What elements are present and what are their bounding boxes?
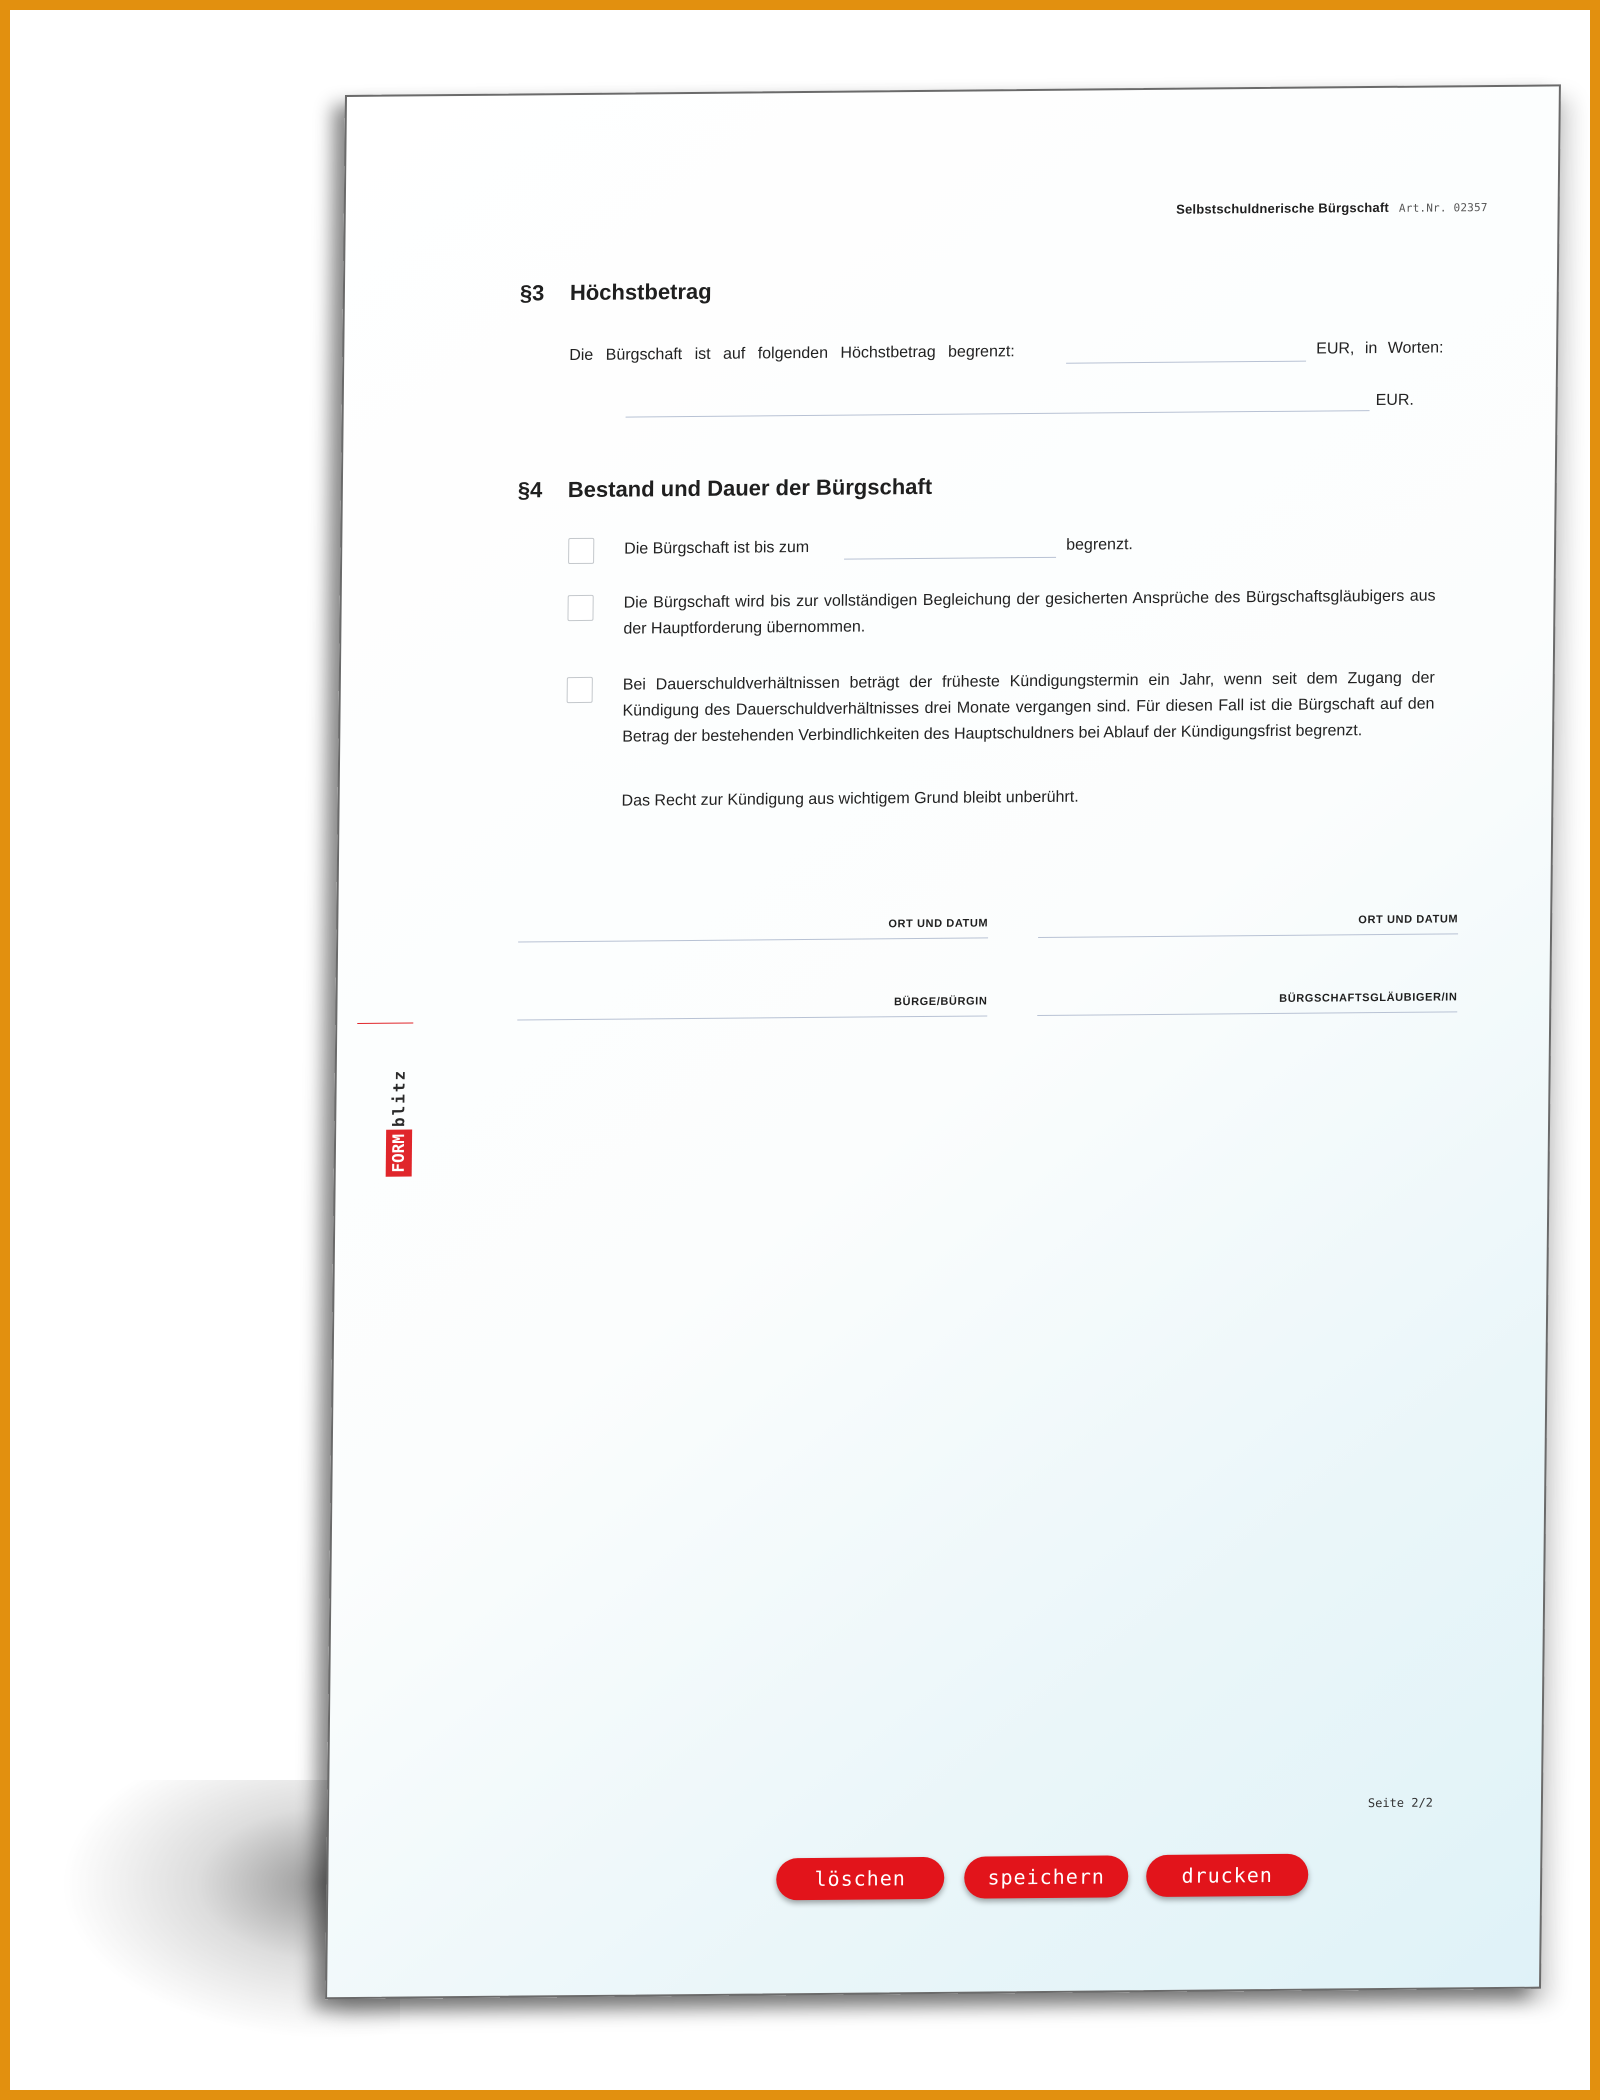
option-date-suffix: begrenzt. <box>1066 536 1133 554</box>
option-continuing-obligation-checkbox[interactable] <box>567 677 593 703</box>
option-date-text: Die Bürgschaft ist bis zum <box>624 538 810 558</box>
left-place-date-label: ORT UND DATUM <box>888 917 989 931</box>
right-place-date-field[interactable] <box>1038 933 1458 938</box>
option-full-payment-text: Die Bürgschaft wird bis zur vollständigen Begleichung der gesicherten Ansprüche des Bürgschaftsgläubigers aus der Hauptforderung übernommen. <box>623 587 1436 638</box>
section3-eur-suffix: EUR. <box>1375 391 1414 410</box>
document-page <box>325 84 1561 1999</box>
option-full-payment-checkbox[interactable] <box>567 595 593 621</box>
section4-title: Bestand und Dauer der Bürgschaft <box>567 473 933 503</box>
section3-number: §3 <box>519 280 545 306</box>
creditor-label: BÜRGSCHAFTSGLÄUBIGER/IN <box>1279 991 1458 1005</box>
guarantor-signature-field[interactable] <box>517 1015 987 1020</box>
termination-note: Das Recht zur Kündigung aus wichtigem Grund bleibt unberührt. <box>621 788 1079 810</box>
article-number: Art.Nr. 02357 <box>1398 201 1488 215</box>
logo-blitz-text: blitz <box>389 1068 409 1128</box>
guarantor-label: BÜRGE/BÜRGIN <box>893 995 988 1009</box>
section3-in-words-label: EUR, in Worten: <box>1316 339 1444 358</box>
section3-title: Höchstbetrag <box>569 278 712 306</box>
print-button[interactable]: drucken <box>1146 1854 1308 1897</box>
option-continuing-obligation-text: Bei Dauerschuldverhältnissen beträgt der früheste Kündigungstermin ein Jahr, wenn seit dem Zugang der Kündigung des Dauerschuldverhältnisses drei Monate vergangen sind. Für diesen Fall ist die Bürgschaft auf den Betrag der bestehenden Verbindlichkeiten des Hauptschuldners bei Ablauf der Kündigungsfrist begrenzt. <box>622 669 1435 746</box>
option-date-checkbox[interactable] <box>568 538 594 564</box>
formblitz-logo <box>386 1026 414 1176</box>
document-header <box>1176 199 1488 217</box>
section4-number: §4 <box>517 477 543 503</box>
page-number: Seite 2/2 <box>1367 1795 1434 1811</box>
delete-button[interactable]: löschen <box>776 1857 944 1900</box>
amount-in-words-field[interactable] <box>626 410 1370 417</box>
max-amount-field[interactable] <box>1066 361 1306 364</box>
save-button[interactable]: speichern <box>964 1855 1128 1898</box>
left-place-date-field[interactable] <box>518 937 988 942</box>
right-place-date-label: ORT UND DATUM <box>1358 913 1459 927</box>
creditor-signature-field[interactable] <box>1037 1011 1457 1016</box>
document-title: Selbstschuldnerische Bürgschaft <box>1176 199 1390 217</box>
section3-text: Die Bürgschaft ist auf folgenden Höchstbetrag begrenzt: <box>569 343 1015 365</box>
logo-form-text: FORM <box>386 1130 412 1177</box>
end-date-field[interactable] <box>844 557 1056 560</box>
